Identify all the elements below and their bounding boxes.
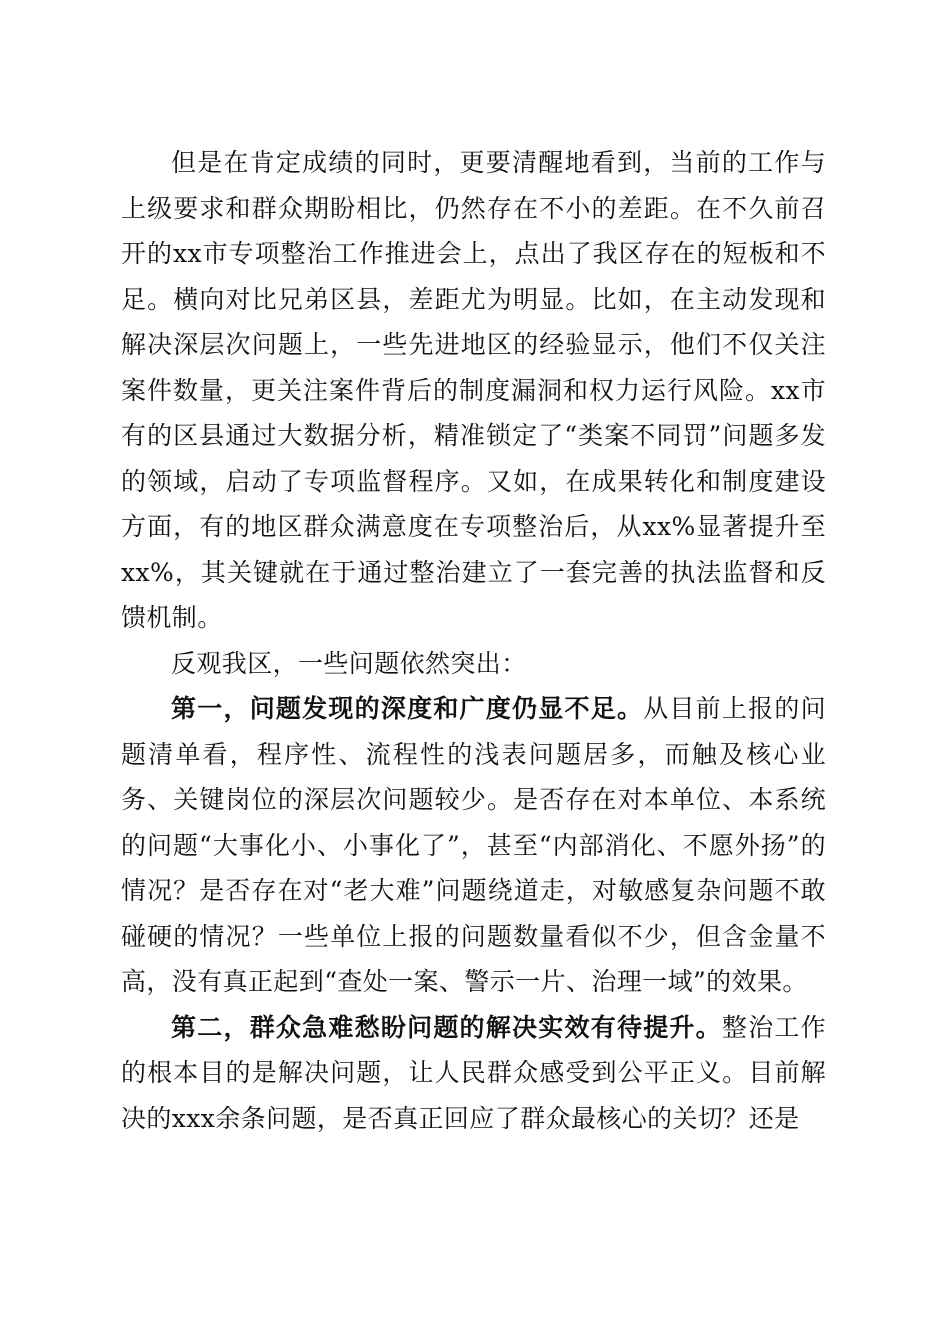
paragraph-text: 但是在肯定成绩的同时，更要清醒地看到，当前的工作与上级要求和群众期盼相比，仍然存在不小的差距。在不久前召开的xx市专项整治工作推进会上，点出了我区存在的短板和不足。横向对比兄弟区县，差距尤为明显。比如，在主动发现和解决深层次问题上，一些先进地区的经验显示，他们不仅关注案件数量，更关注案件背后的制度漏洞和权力运行风险。xx市有的区县通过大数据分析，精准锁定了“类案不同罚”问题多发的领域，启动了专项监督程序。又如，在成果转化和制度建设方面，有的地区群众满意度在专项整治后，从xx%显著提升至xx%，其关键就在于通过整治建立了一套完善的执法监督和反馈机制。 bbox=[121, 148, 826, 632]
paragraph-text: 整治工作的根本目的是解决问题，让人民群众感受到公平正义。目前解决的xxx余条问题，是否真正回应了群众最核心的关切？还是 bbox=[121, 1012, 826, 1133]
paragraph-lead: 第二，群众急难愁盼问题的解决实效有待提升。 bbox=[171, 1012, 722, 1042]
paragraph-lead: 第一，问题发现的深度和广度仍显不足。 bbox=[171, 694, 644, 723]
paragraph-gap-analysis bbox=[121, 140, 826, 641]
paragraph-issue-two bbox=[121, 1005, 826, 1142]
paragraph-intro-issues bbox=[121, 641, 826, 687]
paragraph-text: 从目前上报的问题清单看，程序性、流程性的浅表问题居多，而触及核心业务、关键岗位的深层次问题较少。是否存在对本单位、本系统的问题“大事化小、小事化了”，甚至“内部消化、不愿外扬”的情况？是否存在对“老大难”问题绕道走，对敏感复杂问题不敢碰硬的情况？一些单位上报的问题数量看似不少，但含金量不高，没有真正起到“查处一案、警示一片、治理一域”的效果。 bbox=[121, 694, 826, 996]
document-body bbox=[121, 140, 826, 1141]
paragraph-issue-one bbox=[121, 686, 826, 1005]
paragraph-text: 反观我区，一些问题依然突出： bbox=[171, 648, 527, 678]
